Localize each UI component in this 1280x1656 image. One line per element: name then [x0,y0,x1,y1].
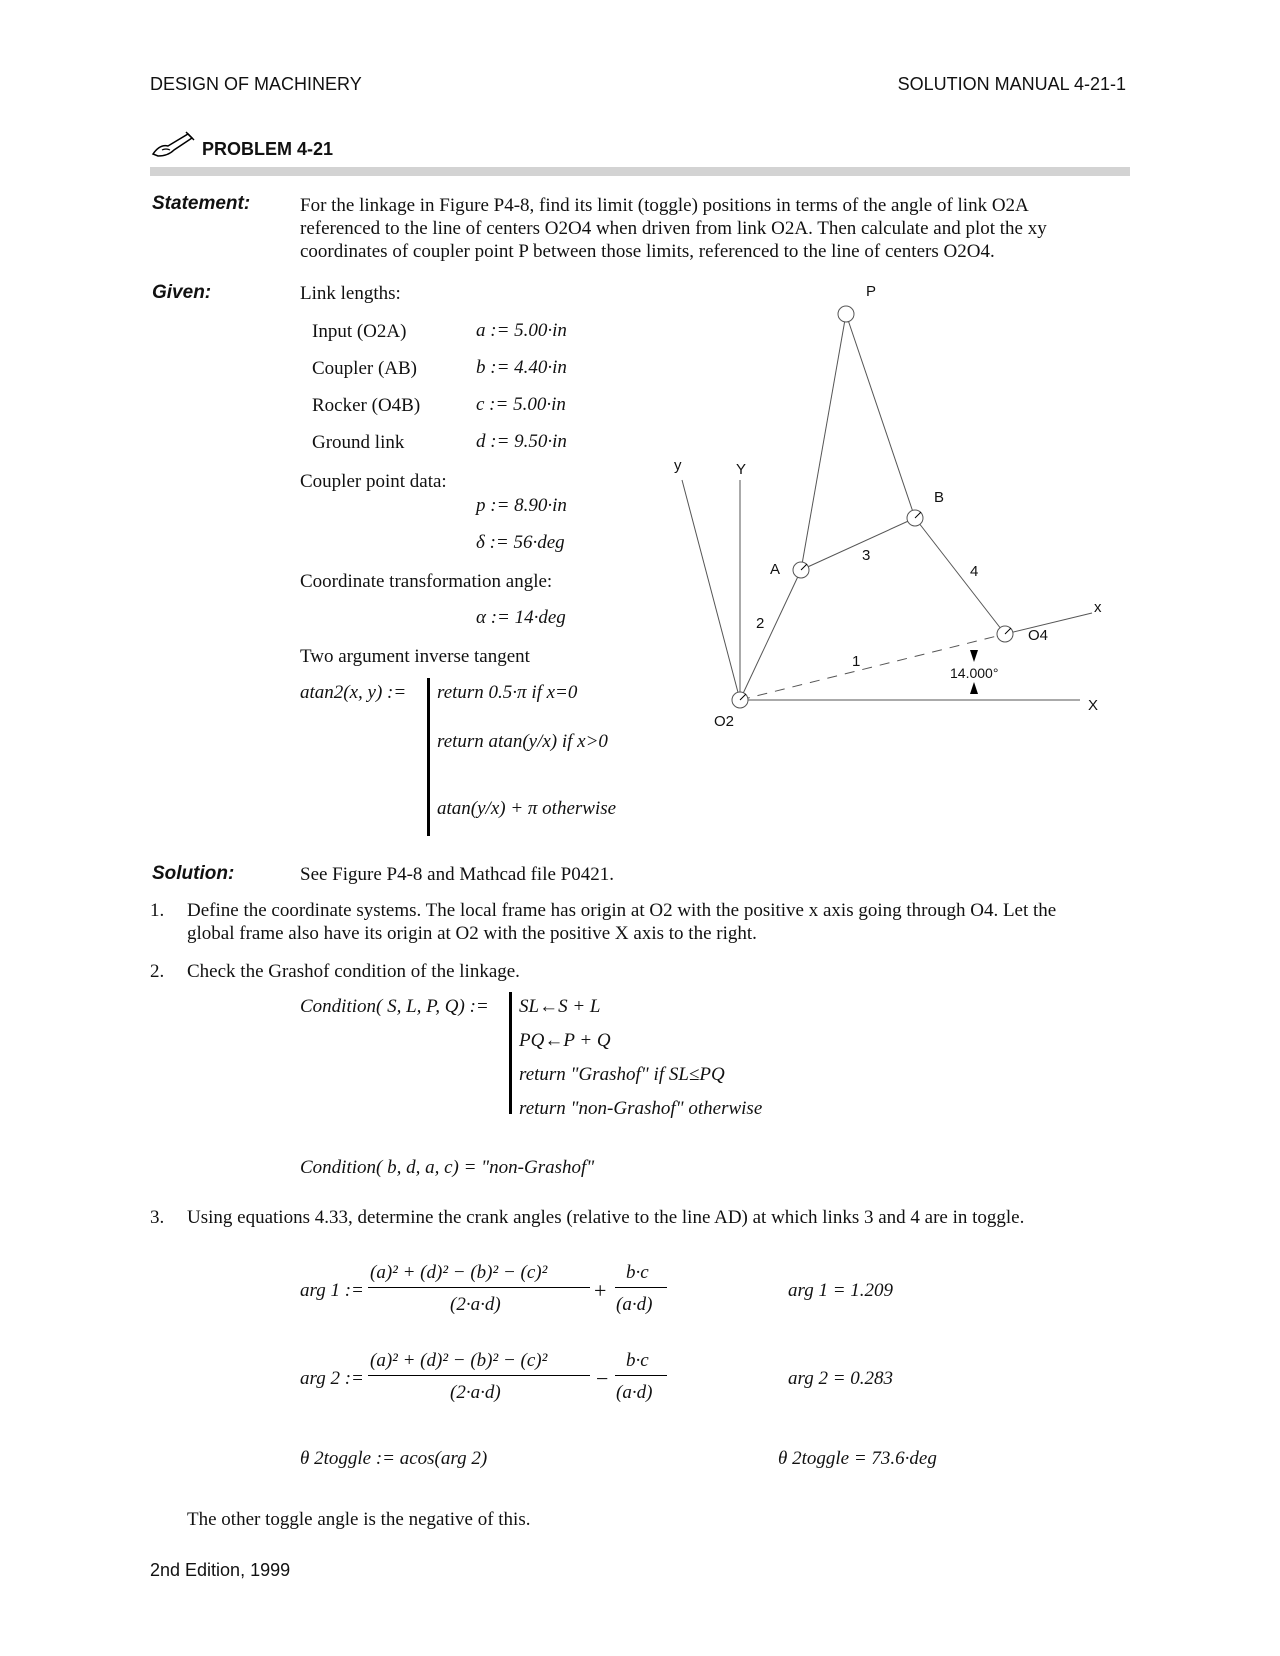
arg2-lhs: arg 2 := [300,1368,364,1389]
label-b: B [934,489,945,506]
label-p: P [866,283,877,300]
coupler-edge-ap [801,314,846,570]
link-input-expr: a := 5.00·in [476,320,567,341]
statement-line-2: referenced to the line of centers O2O4 when driven from link O2A. Then calculate and plot the xy [300,218,1047,239]
link-coupler-expr: b := 4.40·in [476,357,567,378]
step-2-number: 2. [150,961,165,982]
transform-label: Coordinate transformation angle: [300,571,553,592]
statement-label: Statement: [152,193,251,214]
condition-line-3: return "Grashof" if SL≤PQ [519,1064,725,1085]
linkage-figure [660,280,1120,740]
link-rocker-name: Rocker (O4B) [312,395,421,416]
arg2-numerator: (a)² + (d)² − (b)² − (c)² [370,1350,548,1371]
label-link-1: 1 [852,653,861,670]
arg2-denominator: (2·a·d) [450,1382,501,1403]
label-o4: O4 [1028,627,1049,644]
theta-def: θ 2toggle := acos(arg 2) [300,1448,488,1469]
link-4 [915,518,1005,634]
label-a: A [770,561,781,578]
atan-bracket [427,678,430,836]
link-lengths-label: Link lengths: [300,283,401,304]
label-angle: 14.000° [950,665,999,681]
statement-line-1: For the linkage in Figure P4-8, find its limit (toggle) positions in terms of the angle of link O2A [300,195,1029,216]
label-y: y [674,457,682,474]
atan-label: Two argument inverse tangent [300,646,530,667]
link-input-name: Input (O2A) [312,321,407,342]
link-ground-expr: d := 9.50·in [476,431,567,452]
condition-bracket [509,992,512,1114]
label-x: x [1094,599,1102,616]
writing-hand-icon [150,128,196,160]
arg2-bc: b·c [626,1350,649,1371]
link-rocker-expr: c := 5.00·in [476,394,566,415]
link-ground-name: Ground link [312,432,405,453]
arg1-bc: b·c [626,1262,649,1283]
point-p [838,306,854,322]
arg1-result: arg 1 = 1.209 [788,1280,894,1301]
transform-expr: α := 14·deg [476,607,566,628]
step-1-line-2: global frame also have its origin at O2 with the positive X axis to the right. [187,923,757,944]
arg1-denominator: (2·a·d) [450,1294,501,1315]
arg1-fraction-bar [368,1287,590,1288]
step-1-number: 1. [150,900,165,921]
statement-line-3: coordinates of coupler point P between those limits, referenced to the line of centers O2O4. [300,241,995,262]
header-right: SOLUTION MANUAL 4-21-1 [897,74,1126,94]
angle-arrow-upper [970,650,978,662]
x-axis [1005,613,1092,634]
arg2-bc-bar [615,1375,667,1376]
atan-def: atan2(x, y) := [300,682,407,703]
title-rule [150,167,1130,176]
arg1-numerator: (a)² + (d)² − (b)² − (c)² [370,1262,548,1283]
condition-line-2: PQ←P + Q [519,1030,611,1051]
coupler-point-label: Coupler point data: [300,471,447,492]
arg2-result: arg 2 = 0.283 [788,1368,894,1389]
condition-def: Condition( S, L, P, Q) := [300,996,489,1017]
toggle-note: The other toggle angle is the negative of this. [187,1509,531,1530]
label-link-4: 4 [970,563,979,580]
coupler-edge-bp [846,314,915,518]
arg1-lhs: arg 1 := [300,1280,364,1301]
problem-title: PROBLEM 4-21 [202,139,334,159]
solution-text: See Figure P4-8 and Mathcad file P0421. [300,864,614,885]
arg2-operator: − [596,1366,609,1391]
footer: 2nd Edition, 1999 [150,1560,291,1580]
atan-line-1: return 0.5·π if x=0 [437,682,578,703]
header-left: DESIGN OF MACHINERY [150,74,362,94]
condition-line-4: return "non-Grashof" otherwise [519,1098,763,1119]
label-Y: Y [736,461,747,478]
theta-result: θ 2toggle = 73.6·deg [778,1448,937,1469]
coupler-delta-expr: δ := 56·deg [476,532,565,553]
step-3-number: 3. [150,1207,165,1228]
atan-line-3: atan(y/x) + π otherwise [437,798,617,819]
arg1-operator: + [594,1278,607,1303]
arg2-ad: (a·d) [616,1382,653,1403]
arg1-bc-bar [615,1287,667,1288]
angle-arrow-lower [970,682,978,694]
step-3-text: Using equations 4.33, determine the crank angles (relative to the line AD) at which links 3 and 4 are in toggle. [187,1207,1025,1228]
link-coupler-name: Coupler (AB) [312,358,418,379]
y-axis [682,480,740,700]
arg2-fraction-bar [368,1375,590,1376]
step-2-text: Check the Grashof condition of the linkage. [187,961,520,982]
step-1-line-1: Define the coordinate systems. The local frame has origin at O2 with the positive x axis going through O4. Let the [187,900,1057,921]
label-link-2: 2 [756,615,765,632]
coupler-p-expr: p := 8.90·in [476,495,567,516]
link-2 [740,570,801,700]
link-3 [801,518,915,570]
solution-label: Solution: [152,863,235,884]
label-o2: O2 [714,713,735,730]
arg1-ad: (a·d) [616,1294,653,1315]
label-link-3: 3 [862,547,871,564]
given-label: Given: [152,282,212,303]
label-X: X [1088,697,1099,714]
condition-result: Condition( b, d, a, c) = "non-Grashof" [300,1157,595,1178]
condition-line-1: SL←S + L [519,996,601,1017]
atan-line-2: return atan(y/x) if x>0 [437,731,608,752]
